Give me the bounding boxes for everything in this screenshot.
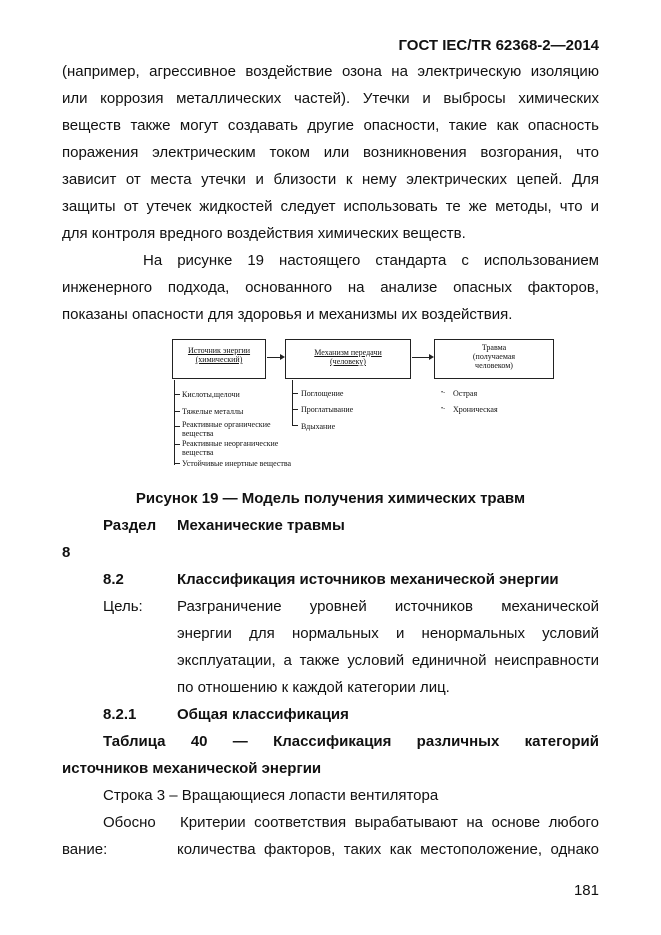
text-line: зависит от места утечки и близости к нему электрических цепей. Для bbox=[62, 171, 599, 188]
tick bbox=[292, 425, 298, 426]
row-3-text: Строка 3 – Вращающиеся лопасти вентилятора bbox=[103, 787, 439, 804]
tick bbox=[174, 411, 180, 412]
table-heading-word: — bbox=[232, 733, 248, 750]
mechanisms-bracket bbox=[292, 380, 293, 425]
rationale-label-2: вание: bbox=[62, 841, 108, 858]
table-heading-word: Таблица bbox=[103, 733, 166, 750]
text-line: (например, агрессивное воздействие озона на электрическую изоляцию bbox=[62, 63, 599, 80]
source-item: Устойчивые инертные вещества bbox=[182, 459, 292, 468]
rationale-line: Критерии соответствия вырабатывают на основе любого bbox=[180, 814, 599, 831]
section-title: Механические травмы bbox=[177, 517, 345, 534]
bullet-icon: •- bbox=[441, 406, 446, 412]
injury-subtitle-1: (получаемая bbox=[472, 352, 516, 361]
source-item: Кислоты,щелочи bbox=[182, 390, 240, 399]
goal-line: по отношению к каждой категории лиц. bbox=[177, 679, 450, 696]
table-heading-word: Классификация bbox=[273, 733, 392, 750]
source-item: Реактивные органические bbox=[182, 420, 271, 429]
section-label: Раздел bbox=[103, 517, 157, 534]
injury-box bbox=[434, 339, 554, 379]
subsection-title: Классификация источников механической энергии bbox=[177, 571, 559, 588]
section-number: 8 bbox=[62, 544, 71, 561]
text-line: поражения электрическим током или возникновения возгорания, что bbox=[62, 144, 599, 161]
figure-19-diagram bbox=[160, 333, 560, 473]
table-heading-word: различных bbox=[416, 733, 500, 750]
figure-caption: Рисунок 19 — Модель получения химических травм bbox=[135, 490, 526, 507]
injury-subtitle-2: человеком) bbox=[475, 361, 513, 370]
energy-source-title: Источник энергии bbox=[187, 346, 251, 355]
text-line: показаны опасности для здоровья и механизмы их воздействия. bbox=[62, 306, 513, 323]
source-item: Реактивные неорганические bbox=[182, 439, 279, 448]
goal-label: Цель: bbox=[103, 598, 143, 615]
source-item: вещества bbox=[182, 429, 214, 438]
rationale-label-1: Обосно bbox=[103, 814, 156, 831]
injury-title: Травма bbox=[481, 343, 507, 352]
table-heading-line-2: источников механической энергии bbox=[62, 760, 322, 777]
text-line: На рисунке 19 настоящего стандарта с использованием bbox=[143, 252, 599, 269]
tick bbox=[174, 426, 180, 427]
injury-item: Острая bbox=[453, 389, 478, 398]
goal-line: эксплуатации, а также условий единичной неисправности bbox=[177, 652, 599, 669]
sources-bracket bbox=[174, 380, 175, 465]
document-header: ГОСТ IEC/TR 62368-2—2014 bbox=[398, 37, 599, 54]
rationale-line: количества факторов, таких как местоположение, однако bbox=[177, 841, 599, 858]
transfer-mechanism-box bbox=[285, 339, 411, 379]
mechanism-item: Вдыхание bbox=[301, 422, 336, 431]
arrow-1-line bbox=[267, 357, 281, 358]
injury-item: Хроническая bbox=[453, 405, 498, 414]
text-line: защиты от утечек жидкостей следует использовать те же методы, что и bbox=[62, 198, 599, 215]
table-heading-word: категорий bbox=[524, 733, 599, 750]
energy-source-box bbox=[172, 339, 266, 379]
arrow-2-line bbox=[412, 357, 430, 358]
table-heading-word: 40 bbox=[190, 733, 208, 750]
text-line: веществ также могут создавать другие опасности, такие как опасность bbox=[62, 117, 599, 134]
source-item: вещества bbox=[182, 448, 214, 457]
mechanism-title: Механизм передачи bbox=[314, 348, 382, 357]
tick bbox=[174, 463, 180, 464]
text-line: или коррозия металлических частей). Утечки и выбросы химических bbox=[62, 90, 599, 107]
source-item: Тяжелые металлы bbox=[182, 407, 244, 416]
text-line: инженерного подхода, основанного на анализе опасных факторов, bbox=[62, 279, 599, 296]
table-heading-line-1 bbox=[103, 733, 599, 750]
tick bbox=[292, 409, 298, 410]
mechanism-subtitle: (человеку) bbox=[330, 357, 366, 366]
tick bbox=[292, 393, 298, 394]
mechanism-item: Проглатывание bbox=[301, 405, 354, 414]
goal-line: энергии для нормальных и ненормальных условий bbox=[177, 625, 599, 642]
page-number: 181 bbox=[573, 882, 599, 899]
text-line: для контроля вредного воздействия химических веществ. bbox=[62, 225, 466, 242]
goal-line: Разграничение уровней источников механической bbox=[177, 598, 599, 615]
tick bbox=[174, 444, 180, 445]
subsection-number: 8.2.1 bbox=[103, 706, 137, 723]
mechanism-item: Поглощение bbox=[301, 389, 344, 398]
tick bbox=[174, 394, 180, 395]
energy-source-subtitle: (химический) bbox=[195, 355, 243, 364]
subsection-title: Общая классификация bbox=[177, 706, 349, 723]
bullet-icon: •- bbox=[441, 390, 446, 396]
subsection-number: 8.2 bbox=[103, 571, 124, 588]
